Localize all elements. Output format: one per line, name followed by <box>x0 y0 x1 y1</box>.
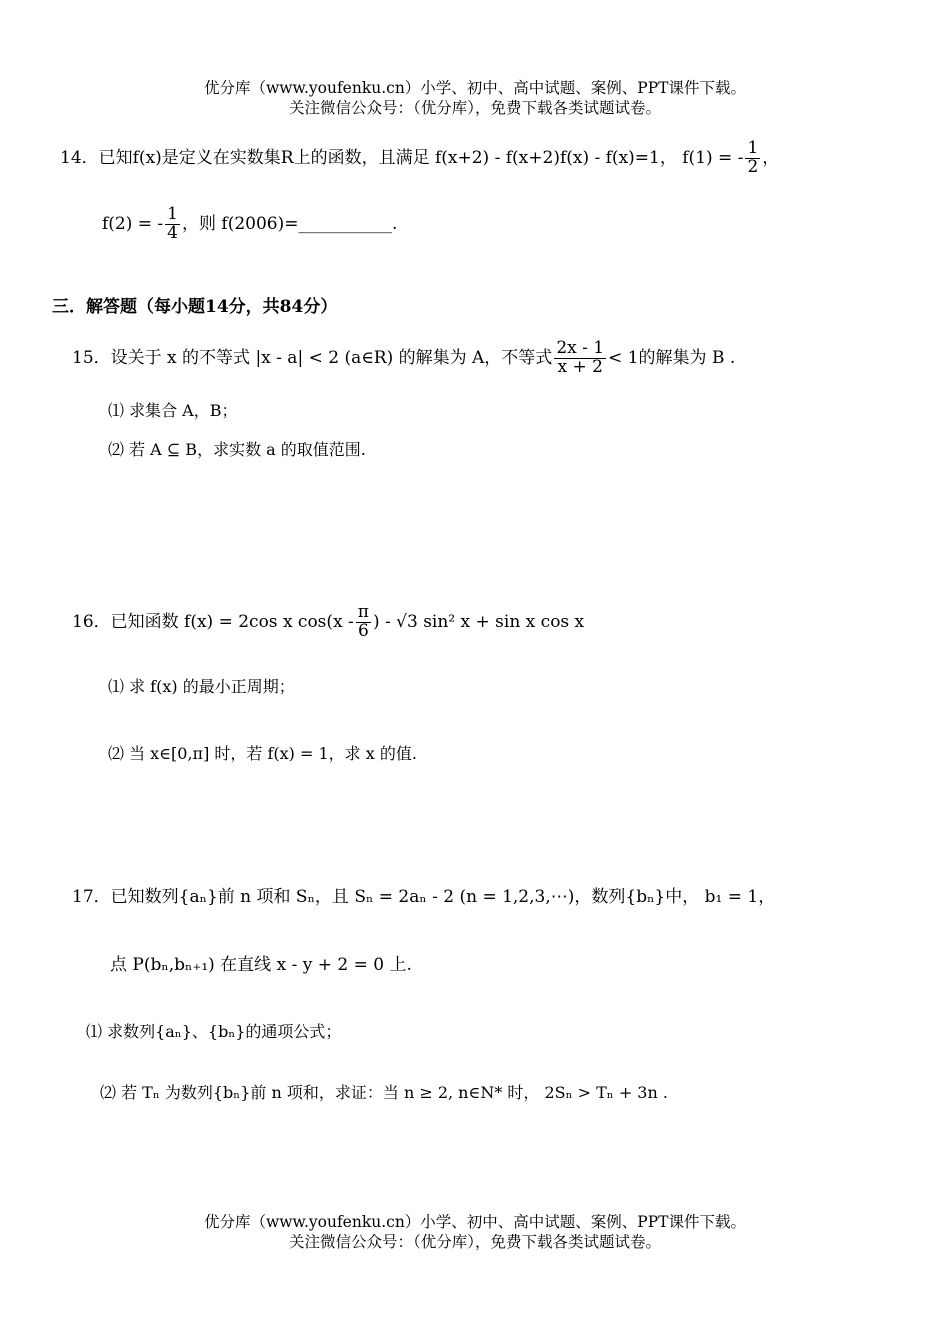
question-17-line-2: 点 P(bₙ,bₙ₊₁) 在直线 x - y + 2 = 0 上. <box>110 955 412 975</box>
question-text: 已知数列{aₙ}前 n 项和 Sₙ，且 Sₙ = 2aₙ - 2 (n = 1,2,3,⋯)，数列{bₙ}中， b₁ = 1， <box>110 887 776 907</box>
fraction <box>356 604 371 641</box>
question-text: ，则 f(2006)=___________. <box>182 213 398 234</box>
question-number: 17． <box>72 887 111 907</box>
question-text: 已知函数 f(x) = 2cos x cos(x - <box>110 611 354 632</box>
question-15 <box>72 340 735 377</box>
footer-line-2: 关注微信公众号：（优分库），免费下载各类试题试卷。 <box>288 1233 661 1251</box>
fraction-numerator: 1 <box>167 204 178 224</box>
fraction-numerator: π <box>357 602 369 622</box>
question-number: 14． <box>60 147 99 168</box>
fraction <box>165 206 180 243</box>
fraction-numerator: 1 <box>747 138 759 158</box>
question-text: 已知f(x)是定义在实数集R上的函数，且满足 f(x+2) - f(x+2)f(x) - f(x)=1， <box>98 147 677 168</box>
fraction-numerator: 2x - 1 <box>556 338 605 358</box>
formula-text: f(2) = - <box>102 213 164 234</box>
question-number: 16． <box>72 611 111 632</box>
question-15-part-1: ⑴ 求集合 A，B； <box>108 401 238 420</box>
fraction <box>554 340 606 377</box>
footer-line-1: 优分库（www.youfenku.cn）小学、初中、高中试题、案例、PPT课件下载。 <box>203 1213 747 1231</box>
question-text: 设关于 x 的不等式 |x - a| < 2 (a∈R) 的解集为 A，不等式 <box>110 347 553 368</box>
question-14 <box>60 140 779 177</box>
fraction-denominator: x + 2 <box>554 358 606 377</box>
question-text: ) - √3 sin² x + sin x cos x <box>372 611 585 632</box>
fraction <box>745 140 760 177</box>
fraction-denominator: 6 <box>356 622 371 641</box>
header-line-2: 关注微信公众号：（优分库），免费下载各类试题试卷。 <box>288 99 661 117</box>
section-title: 三．解答题（每小题14分，共84分） <box>52 297 338 317</box>
question-number: 15． <box>72 347 111 368</box>
question-16-part-1: ⑴ 求 f(x) 的最小正周期； <box>108 677 295 696</box>
punctuation: ， <box>762 147 780 168</box>
fraction-denominator: 4 <box>167 222 178 243</box>
question-17-part-2: ⑵ 若 Tₙ 为数列{bₙ}前 n 项和，求证：当 n ≥ 2, n∈N* 时， 2Sₙ > Tₙ + 3n . <box>100 1083 668 1102</box>
question-text: < 1的解集为 B . <box>608 347 736 368</box>
fraction-denominator: 2 <box>747 156 759 177</box>
question-14-line-2 <box>102 206 397 243</box>
header-line-1: 优分库（www.youfenku.cn）小学、初中、高中试题、案例、PPT课件下载。 <box>203 79 747 97</box>
question-16 <box>72 604 584 641</box>
question-17 <box>72 885 775 909</box>
question-16-part-2: ⑵ 当 x∈[0,π] 时，若 f(x) = 1，求 x 的值. <box>108 744 417 763</box>
question-17-part-1: ⑴ 求数列{aₙ}、{bₙ}的通项公式； <box>86 1022 342 1041</box>
formula-text: f(1) = - <box>682 147 744 168</box>
question-15-part-2: ⑵ 若 A ⊆ B，求实数 a 的取值范围. <box>108 440 366 459</box>
